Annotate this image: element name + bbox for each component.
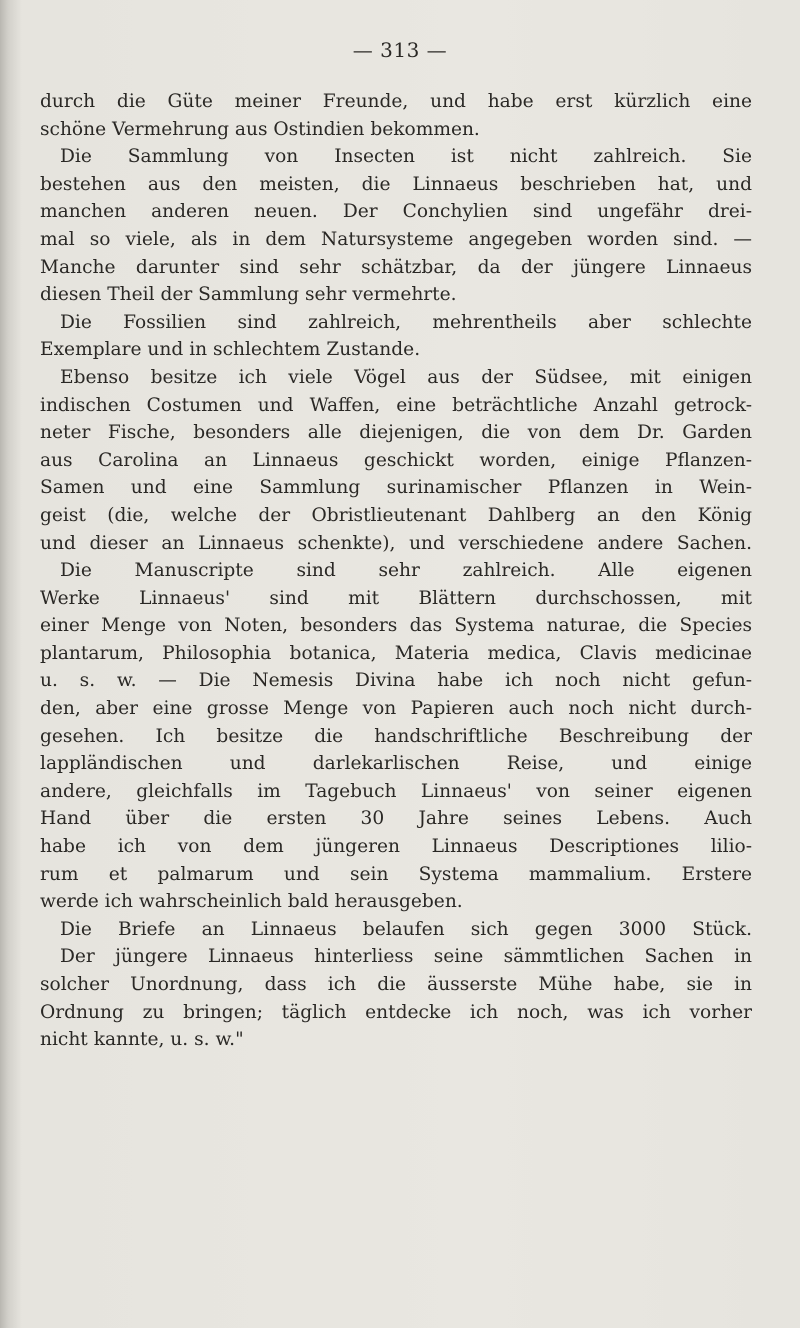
text-line: u. s. w. — Die Nemesis Divina habe ich noch nicht gefun-	[40, 670, 752, 692]
text-line: Manche darunter sind sehr schätzbar, da der jüngere Linnaeus	[40, 256, 752, 278]
text-line: andere, gleichfalls im Tagebuch Linnaeus' von seiner eigenen	[40, 780, 752, 802]
text-line: solcher Unordnung, dass ich die äusserste Mühe habe, sie in	[40, 974, 752, 995]
page-number: — 313 —	[352, 38, 448, 62]
text-line: Samen und eine Sammlung surinamischer Pflanzen in Wein-	[40, 477, 752, 499]
text-line: lappländischen und darlekarlischen Reise, und einige	[40, 753, 752, 775]
text-line: schöne Vermehrung aus Ostindien bekommen.	[40, 118, 480, 140]
text-line: durch die Güte meiner Freunde, und habe erst kürzlich eine	[40, 91, 752, 112]
text-line: Werke Linnaeus' sind mit Blättern durchschossen, mit	[40, 587, 752, 609]
text-line: mal so viele, als in dem Natursysteme angegeben worden sind. —	[40, 228, 752, 250]
text-line: Die Briefe an Linnaeus belaufen sich gegen 3000 Stück.	[60, 918, 752, 940]
text-line: einer Menge von Noten, besonders das Systema naturae, die Species	[40, 615, 752, 637]
text-line: habe ich von dem jüngeren Linnaeus Descriptiones lilio-	[40, 836, 752, 858]
text-line: Die Manuscripte sind sehr zahlreich. Alle eigenen	[60, 560, 752, 582]
text-line: Der jüngere Linnaeus hinterliess seine sämmtlichen Sachen in	[60, 946, 752, 968]
text-line: Ordnung zu bringen; täglich entdecke ich noch, was ich vorher	[40, 1001, 752, 1023]
text-line: aus Carolina an Linnaeus geschickt worden, einige Pflanzen-	[40, 449, 752, 471]
text-line: gesehen. Ich besitze die handschriftliche Beschreibung der	[40, 725, 752, 747]
text-line: bestehen aus den meisten, die Linnaeus beschrieben hat, und	[40, 173, 752, 195]
text-line: rum et palmarum und sein Systema mammalium. Erstere	[40, 863, 752, 885]
text-line: indischen Costumen und Waffen, eine beträchtliche Anzahl getrock-	[40, 394, 752, 416]
text-line: Die Fossilien sind zahlreich, mehrentheils aber schlechte	[60, 311, 752, 333]
text-line: manchen anderen neuen. Der Conchylien sind ungefähr drei-	[40, 201, 752, 223]
text-line: Ebenso besitze ich viele Vögel aus der Südsee, mit einigen	[60, 366, 752, 388]
text-line: nicht kannte, u. s. w."	[40, 1029, 244, 1051]
text-line: werde ich wahrscheinlich bald herausgeben.	[40, 891, 463, 913]
text-line: Hand über die ersten 30 Jahre seines Lebens. Auch	[40, 808, 752, 830]
body-text	[40, 88, 752, 1054]
text-line: neter Fische, besonders alle diejenigen, die von dem Dr. Garden	[40, 422, 752, 444]
text-line: Die Sammlung von Insecten ist nicht zahlreich. Sie	[60, 146, 752, 168]
text-line: diesen Theil der Sammlung sehr vermehrte.	[40, 284, 457, 306]
text-line: Exemplare und in schlechtem Zustande.	[40, 339, 421, 361]
text-line: den, aber eine grosse Menge von Papieren auch noch nicht durch-	[40, 698, 752, 720]
text-line: und dieser an Linnaeus schenkte), und verschiedene andere Sachen.	[40, 532, 752, 554]
text-line: geist (die, welche der Obristlieutenant Dahlberg an den König	[40, 504, 752, 526]
text-line: plantarum, Philosophia botanica, Materia medica, Clavis medicinae	[40, 642, 752, 664]
